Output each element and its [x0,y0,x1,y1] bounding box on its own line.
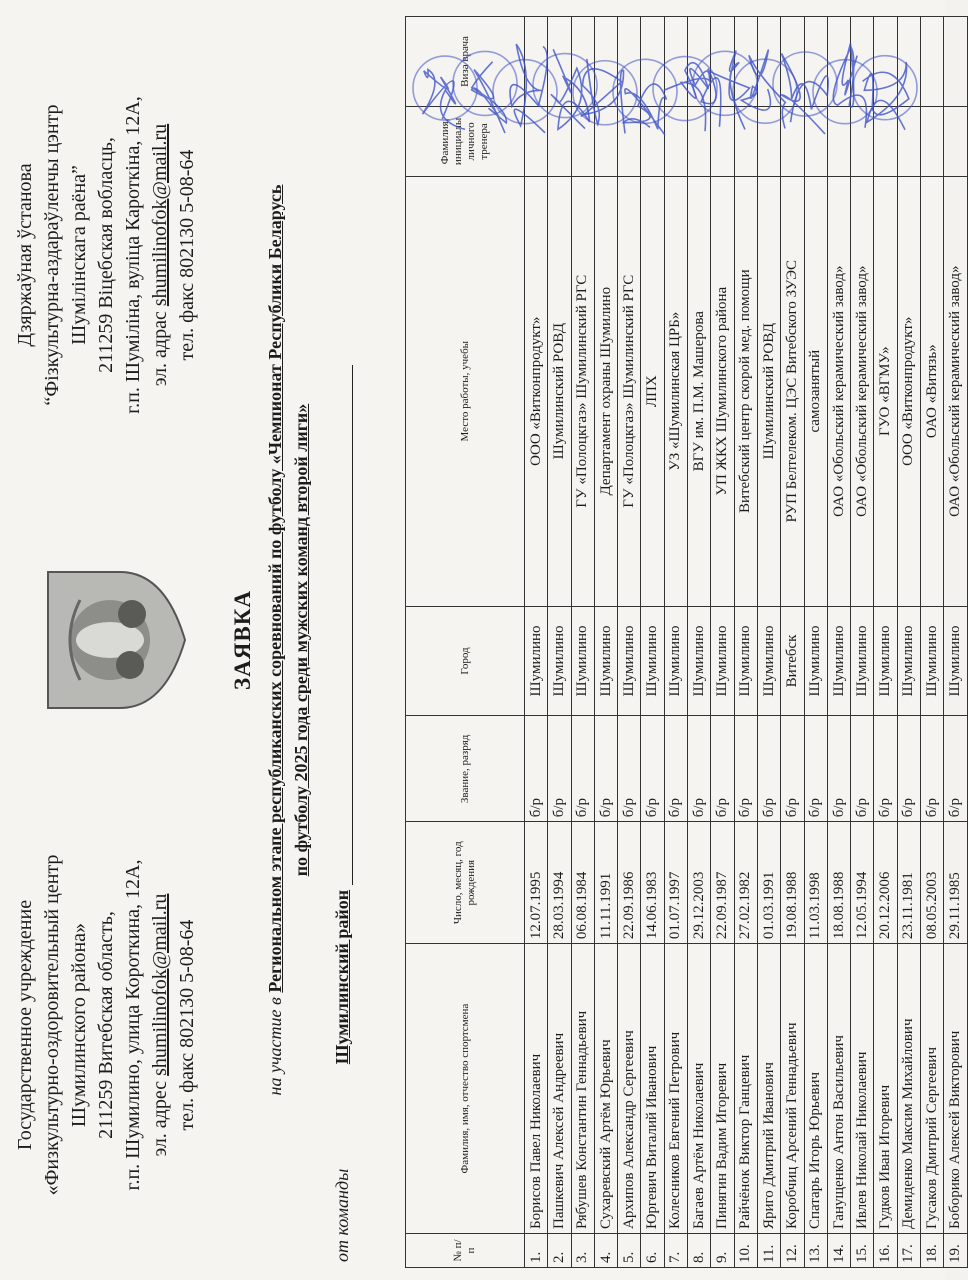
cell-rank: б/р [594,716,617,822]
cell-city: Шумилино [827,606,850,716]
cell-coach [525,106,548,176]
cell-num: 4. [594,1234,617,1268]
cell-coach [781,106,804,176]
cell-coach [734,106,757,176]
cell-rank: б/р [921,716,944,822]
cell-name: Ганущенко Антон Васильевич [827,944,850,1234]
cell-visa [618,17,641,107]
cell-num: 1. [525,1234,548,1268]
cell-dob: 12.07.1995 [525,822,548,944]
cell-rank: б/р [851,716,874,822]
players-table [405,16,968,1268]
cell-city: Шумилино [641,606,664,716]
cell-name: Спатарь Игорь Юрьевич [804,944,827,1234]
cell-dob: 29.12.2003 [688,822,711,944]
coat-of-arms-emblem [40,560,190,720]
cell-name: Архипов Александр Сергеевич [618,944,641,1234]
cell-rank: б/р [874,716,897,822]
cell-dob: 22.09.1987 [711,822,734,944]
cell-dob: 01.07.1997 [664,822,687,944]
table-row [851,17,874,1268]
cell-visa [897,17,920,107]
cell-name: Борисов Павел Николаевич [525,944,548,1234]
cell-num: 13. [804,1234,827,1268]
org-address-by-2: г.п. Шуміліна, вуліца Кароткіна, 12А, [122,96,144,414]
cell-name: Гусаков Дмитрий Сергеевич [921,944,944,1234]
cell-coach [944,106,967,176]
cell-name: Демиденко Максим Михайлович [897,944,920,1234]
table-row [944,17,967,1268]
col-coach: Фамилия, инициалы личного тренера [406,106,525,176]
table-row [804,17,827,1268]
table-row [571,17,594,1268]
cell-coach [897,106,920,176]
cell-num: 15. [851,1234,874,1268]
cell-rank: б/р [688,716,711,822]
cell-coach [548,106,571,176]
cell-coach [664,106,687,176]
cell-dob: 14.06.1983 [641,822,664,944]
subtitle-prefix: на участие в [265,992,285,1096]
cell-work: ОАО «Витязь» [921,176,944,606]
cell-name: Пинягин Вадим Игоревич [711,944,734,1234]
org-name-by-2: “Фізкультурна-аздараўленчы цэнтр [41,104,63,406]
cell-city: Шумилино [897,606,920,716]
col-visa: Виза врача [406,17,525,107]
col-rank: Звание, разряд [406,716,525,822]
signature-line [352,365,353,885]
cell-name: Колесников Евгений Петрович [664,944,687,1234]
cell-city: Шумилино [874,606,897,716]
org-email-ru [147,825,174,1225]
cell-rank: б/р [525,716,548,822]
cell-name: Сухаревский Артём Юрьевич [594,944,617,1234]
cell-coach [594,106,617,176]
table-row [688,17,711,1268]
cell-rank: б/р [804,716,827,822]
col-dob: Число, месяц, год рождения [406,822,525,944]
team-label: от команды [332,1168,352,1262]
cell-work: УП ЖКХ Шумилинского района [711,176,734,606]
org-name-by: Дзяржаўная ўстанова [14,163,36,347]
cell-dob: 27.02.1982 [734,822,757,944]
cell-visa [804,17,827,107]
cell-work: Витебский центр скорой мед. помощи [734,176,757,606]
cell-num: 18. [921,1234,944,1268]
email-prefix: эл. адрес [149,1075,171,1157]
cell-visa [571,17,594,107]
table-row [874,17,897,1268]
cell-num: 5. [618,1234,641,1268]
header-right [12,55,201,455]
cell-dob: 11.11.1991 [594,822,617,944]
cell-rank: б/р [757,716,780,822]
org-name-ru-2: «Физкультурно-оздоровительный центр [41,854,63,1196]
cell-rank: б/р [897,716,920,822]
cell-visa [827,17,850,107]
table-row [757,17,780,1268]
email-prefix: эл. адрас [149,306,171,387]
org-email-by [147,55,174,455]
cell-work: ВГУ им. П.М. Машерова [688,176,711,606]
cell-work: ГУ «Полоцкгаз» Шумилинский РГС [571,176,594,606]
cell-city: Шумилино [734,606,757,716]
table-row [711,17,734,1268]
cell-num: 7. [664,1234,687,1268]
cell-rank: б/р [944,716,967,822]
table-row [827,17,850,1268]
cell-dob: 19.08.1988 [781,822,804,944]
cell-rank: б/р [781,716,804,822]
cell-name: Юргевич Виталий Иванович [641,944,664,1234]
cell-city: Витебск [781,606,804,716]
cell-dob: 18.08.1988 [827,822,850,944]
col-num: № п/п [406,1234,525,1268]
cell-dob: 11.03.1998 [804,822,827,944]
cell-work: ОАО «Обольский керамический завод» [851,176,874,606]
cell-name: Гудков Иван Игоревич [874,944,897,1234]
cell-num: 3. [571,1234,594,1268]
subtitle-competition: Региональном этапе республиканских соревнований по футболу «Чемпионат Республики Беларусь [265,184,285,993]
cell-dob: 28.03.1994 [548,822,571,944]
cell-name: Райчёнок Виктор Ганцевич [734,944,757,1234]
cell-num: 16. [874,1234,897,1268]
cell-coach [757,106,780,176]
table-row [525,17,548,1268]
col-city: Город [406,606,525,716]
table-row [897,17,920,1268]
org-name-ru: Государственное учреждение [14,899,36,1151]
cell-visa [525,17,548,107]
cell-visa [548,17,571,107]
document-title: ЗАЯВКА [230,590,255,690]
cell-work: Шумилинский РОВД [757,176,780,606]
org-name-ru-3: Шумилинского района» [68,922,90,1128]
cell-visa [688,17,711,107]
cell-rank: б/р [641,716,664,822]
header-left [12,825,201,1225]
cell-work: ОАО «Обольский керамический завод» [827,176,850,606]
cell-coach [571,106,594,176]
table-row [548,17,571,1268]
team-line [332,890,353,1262]
cell-city: Шумилино [944,606,967,716]
cell-work: ГУО «ВГМУ» [874,176,897,606]
cell-coach [641,106,664,176]
table-row [781,17,804,1268]
cell-dob: 20.12.2006 [874,822,897,944]
cell-work: Департамент охраны Шумилино [594,176,617,606]
cell-visa [851,17,874,107]
table-row [664,17,687,1268]
cell-name: Боборико Алексей Викторович [944,944,967,1234]
cell-work: ЛПХ [641,176,664,606]
cell-num: 6. [641,1234,664,1268]
cell-city: Шумилино [618,606,641,716]
cell-dob: 12.05.1994 [851,822,874,944]
cell-work: УЗ «Шумилинская ЦРБ» [664,176,687,606]
cell-city: Шумилино [804,606,827,716]
cell-dob: 08.05.2003 [921,822,944,944]
cell-rank: б/р [734,716,757,822]
cell-city: Шумилино [688,606,711,716]
cell-visa [874,17,897,107]
document-subtitle-line2: по футболу 2025 года среди мужских команд второй лиги» [291,403,311,877]
cell-work: ООО «Витконпродукт» [525,176,548,606]
cell-coach [851,106,874,176]
org-address-ru-1: 211259 Витебская область, [95,911,117,1139]
table-row [734,17,757,1268]
cell-work: Шумилинский РОВД [548,176,571,606]
cell-visa [641,17,664,107]
cell-num: 12. [781,1234,804,1268]
cell-city: Шумилино [757,606,780,716]
cell-city: Шумилино [571,606,594,716]
cell-num: 14. [827,1234,850,1268]
cell-visa [594,17,617,107]
cell-work: ООО «Витконпродукт» [897,176,920,606]
org-phone-by: тел. факс 802130 5-08-64 [176,149,198,361]
cell-city: Шумилино [711,606,734,716]
cell-num: 8. [688,1234,711,1268]
email-link[interactable]: shumilinofok@mail.ru [149,893,171,1076]
cell-rank: б/р [548,716,571,822]
cell-coach [804,106,827,176]
cell-name: Багаев Артём Николаевич [688,944,711,1234]
cell-visa [711,17,734,107]
cell-num: 2. [548,1234,571,1268]
cell-visa [944,17,967,107]
email-link[interactable]: shumilinofok@mail.ru [149,123,171,307]
cell-work: ОАО «Обольский керамический завод» [944,176,967,606]
cell-coach [874,106,897,176]
cell-dob: 06.08.1984 [571,822,594,944]
cell-work: самозанятый [804,176,827,606]
team-name: Шумилинский район [332,889,352,1065]
cell-work: ГУ «Полоцкгаз» Шумилинский РГС [618,176,641,606]
cell-coach [618,106,641,176]
cell-name: Коробчиц Арсений Геннадьевич [781,944,804,1234]
cell-visa [734,17,757,107]
cell-num: 17. [897,1234,920,1268]
table-header-row [406,17,525,1268]
cell-num: 19. [944,1234,967,1268]
table-row [921,17,944,1268]
table-row [594,17,617,1268]
cell-rank: б/р [711,716,734,822]
org-name-by-3: Шумілінскага раёна” [68,165,90,345]
org-address-by-1: 211259 Віцебская вобласць, [95,137,117,373]
table-row [641,17,664,1268]
document-subtitle [265,0,286,1280]
cell-visa [921,17,944,107]
cell-rank: б/р [618,716,641,822]
cell-city: Шумилино [548,606,571,716]
org-address-ru-2: г.п. Шумилино, улица Короткина, 12А, [122,859,144,1191]
cell-dob: 22.09.1986 [618,822,641,944]
cell-rank: б/р [571,716,594,822]
cell-coach [921,106,944,176]
cell-name: Пашкевич Алексей Андреевич [548,944,571,1234]
cell-dob: 29.11.1985 [944,822,967,944]
table-row [618,17,641,1268]
cell-visa [757,17,780,107]
cell-coach [827,106,850,176]
cell-dob: 23.11.1981 [897,822,920,944]
cell-visa [664,17,687,107]
cell-dob: 01.03.1991 [757,822,780,944]
cell-num: 9. [711,1234,734,1268]
cell-name: Рябушев Константин Геннадьевич [571,944,594,1234]
org-phone-ru: тел. факс 802130 5-08-64 [176,919,198,1131]
cell-city: Шумилино [525,606,548,716]
cell-city: Шумилино [851,606,874,716]
cell-num: 11. [757,1234,780,1268]
cell-rank: б/р [827,716,850,822]
cell-city: Шумилино [664,606,687,716]
cell-visa [781,17,804,107]
col-name: Фамилия, имя, отчество спортсмена [406,944,525,1234]
cell-name: Яриго Дмитрий Иванович [757,944,780,1234]
cell-city: Шумилино [594,606,617,716]
cell-rank: б/р [664,716,687,822]
cell-coach [688,106,711,176]
cell-city: Шумилино [921,606,944,716]
cell-work: РУП Белтелеком. ЦЭС Витебского ЗУЭС [781,176,804,606]
col-work: Место работы, учебы [406,176,525,606]
cell-coach [711,106,734,176]
cell-name: Ивлев Николай Николаевич [851,944,874,1234]
cell-num: 10. [734,1234,757,1268]
